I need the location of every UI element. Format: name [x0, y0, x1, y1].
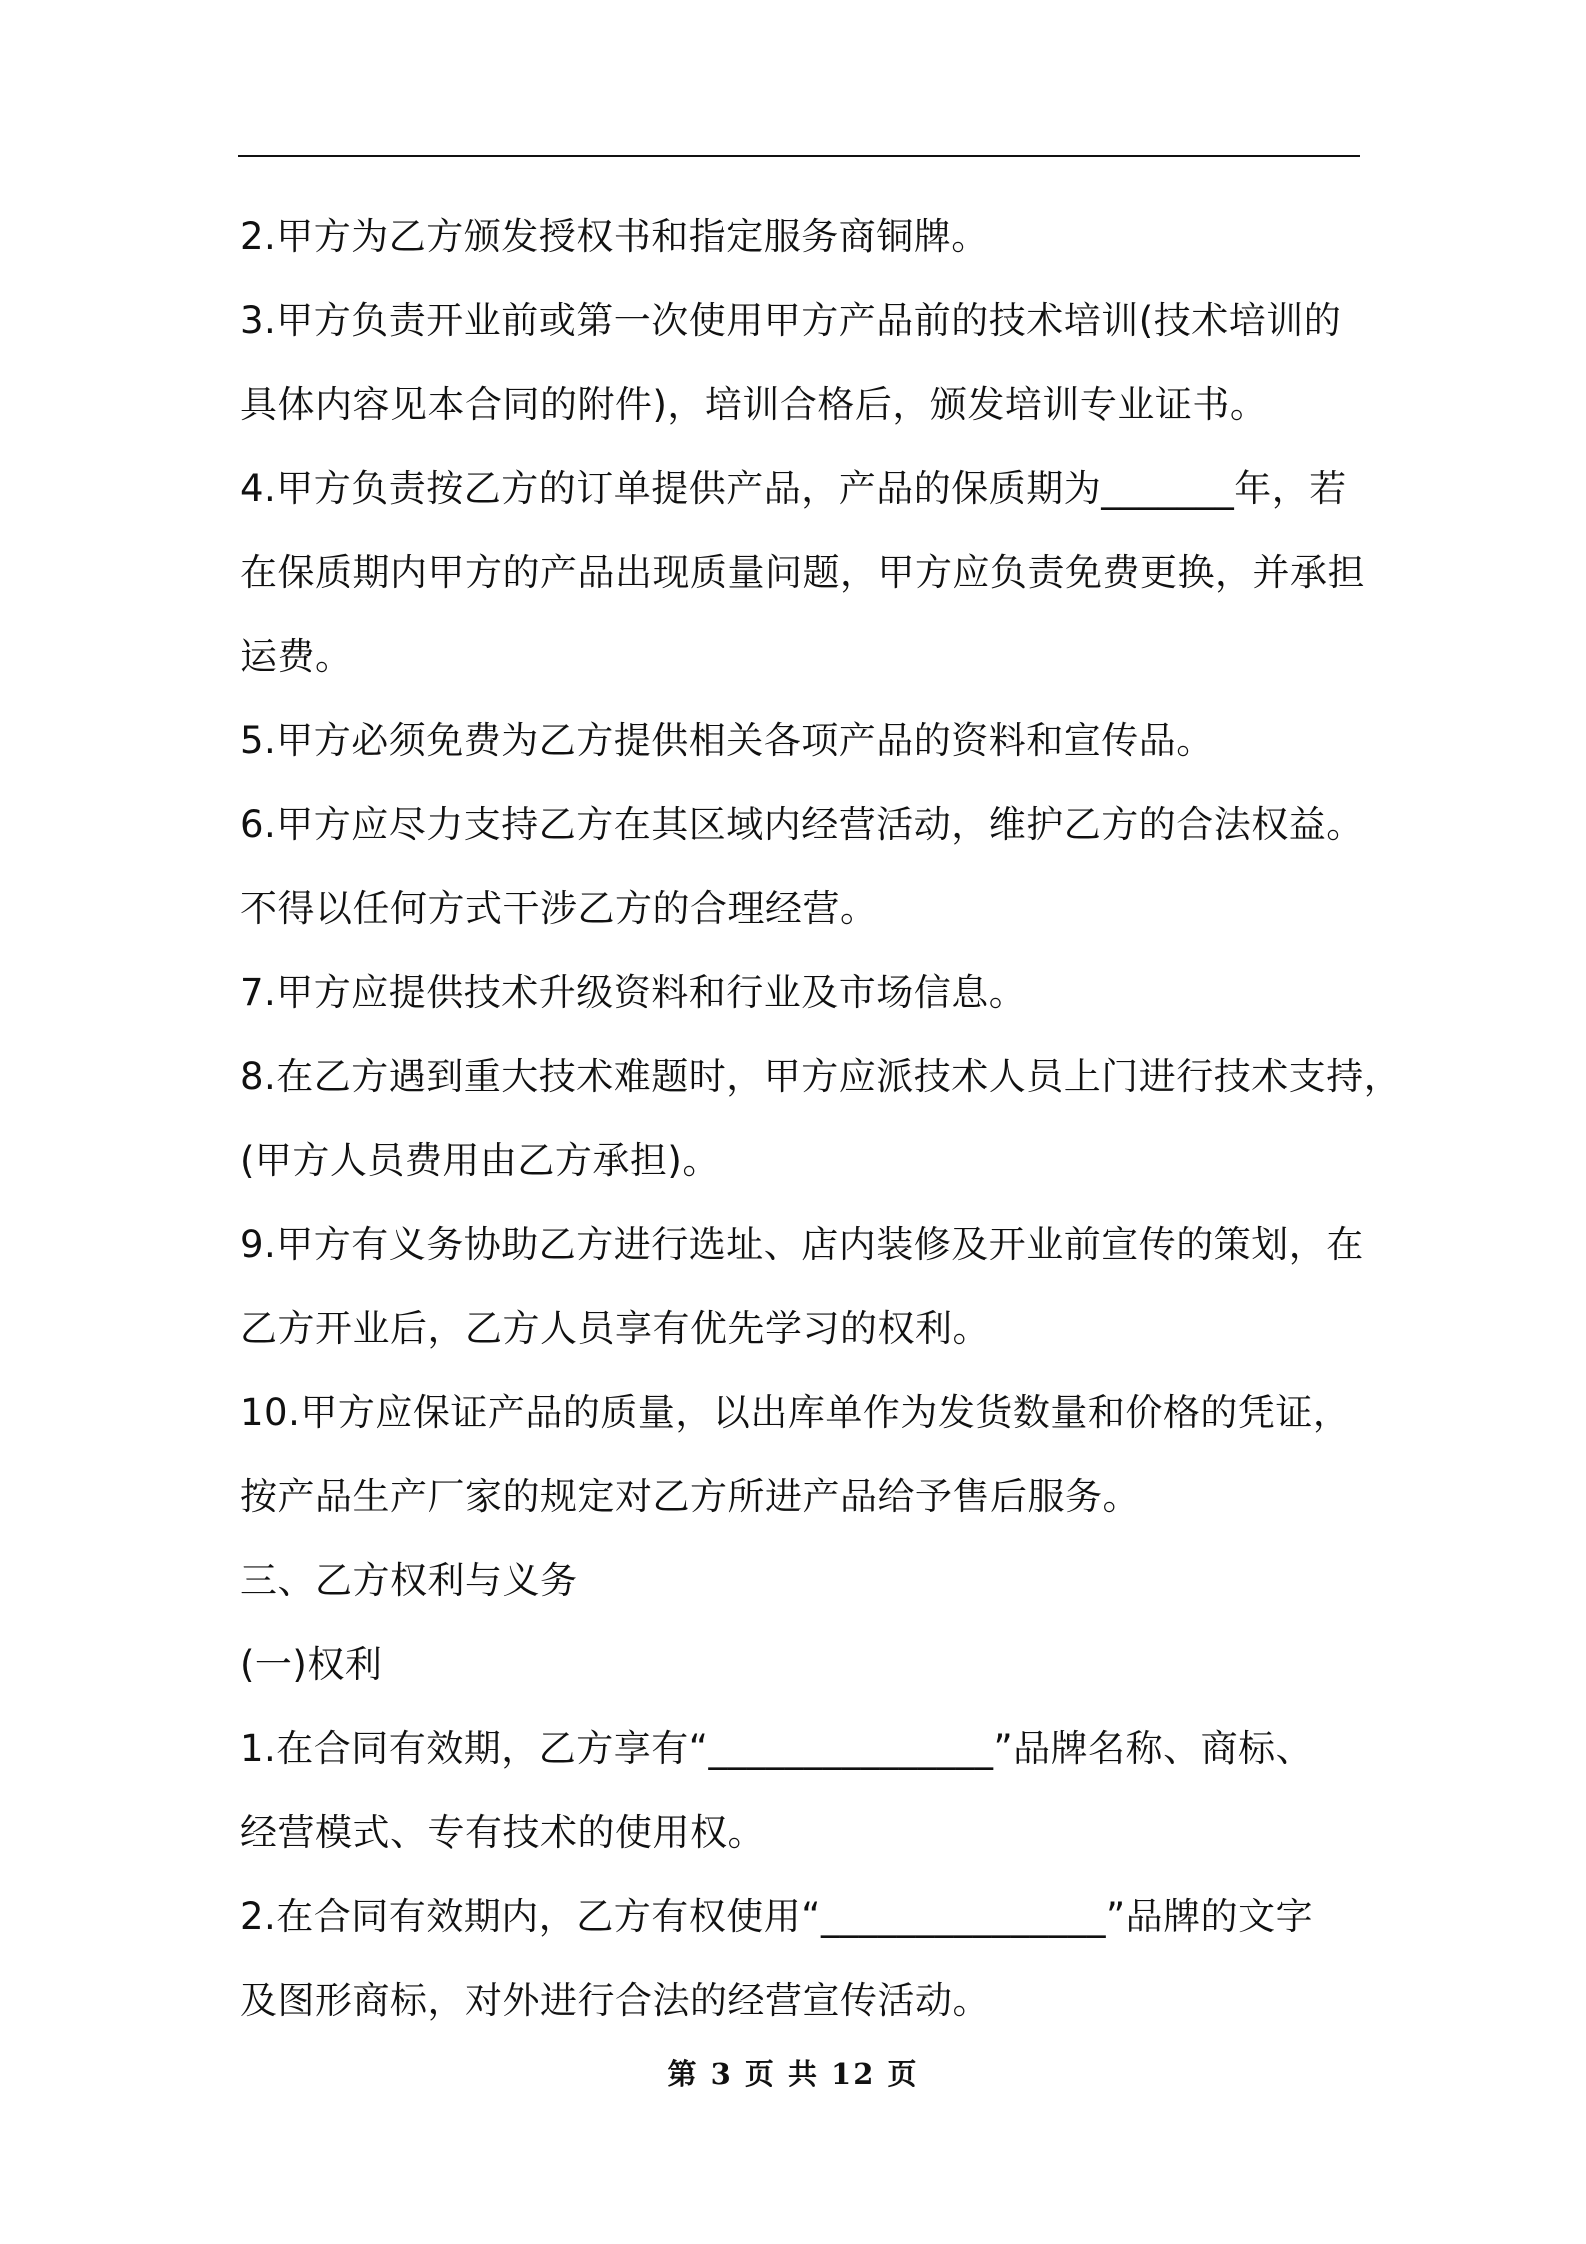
text-line: 7.甲方应提供技术升级资料和行业及市场信息。	[240, 971, 1027, 1014]
text-line: 3.甲方负责开业前或第一次使用甲方产品前的技术培训(技术培训的	[240, 299, 1342, 342]
text-line: 6.甲方应尽力支持乙方在其区域内经营活动，维护乙方的合法权益。	[240, 803, 1364, 846]
page-number: 第 3 页 共 12 页	[667, 2057, 919, 2091]
text-line: 运费。	[240, 635, 353, 678]
text-line: 按产品生产厂家的规定对乙方所进产品给予售后服务。	[240, 1475, 1140, 1518]
subsection-heading: (一)权利	[240, 1643, 383, 1686]
text-line: 8.在乙方遇到重大技术难题时，甲方应派技术人员上门进行技术支持，	[240, 1055, 1402, 1098]
text-line: 不得以任何方式干涉乙方的合理经营。	[240, 887, 878, 930]
section-heading: 三、乙方权利与义务	[240, 1559, 578, 1602]
header-rule	[238, 155, 1360, 157]
text-line: 10.甲方应保证产品的质量，以出库单作为发货数量和价格的凭证，	[240, 1391, 1351, 1434]
text-line: 经营模式、专有技术的使用权。	[240, 1811, 765, 1854]
text-line: 5.甲方必须免费为乙方提供相关各项产品的资料和宣传品。	[240, 719, 1214, 762]
text-line: 乙方开业后，乙方人员享有优先学习的权利。	[240, 1307, 990, 1350]
text-line: 及图形商标，对外进行合法的经营宣传活动。	[240, 1979, 990, 2022]
text-line: 在保质期内甲方的产品出现质量问题，甲方应负责免费更换，并承担	[240, 551, 1365, 594]
text-line: 2.在合同有效期内，乙方有权使用“_______________”品牌的文字	[240, 1895, 1314, 1938]
text-line: 1.在合同有效期，乙方享有“_______________”品牌名称、商标、	[240, 1727, 1314, 1770]
text-line: (甲方人员费用由乙方承担)。	[240, 1139, 720, 1182]
text-line: 具体内容见本合同的附件)，培训合格后，颁发培训专业证书。	[240, 383, 1268, 426]
text-line: 4.甲方负责按乙方的订单提供产品，产品的保质期为_______年，若	[240, 467, 1347, 510]
text-line: 2.甲方为乙方颁发授权书和指定服务商铜牌。	[240, 215, 989, 258]
text-line: 9.甲方有义务协助乙方进行选址、店内装修及开业前宣传的策划，在	[240, 1223, 1364, 1266]
document-body	[240, 195, 1402, 2043]
